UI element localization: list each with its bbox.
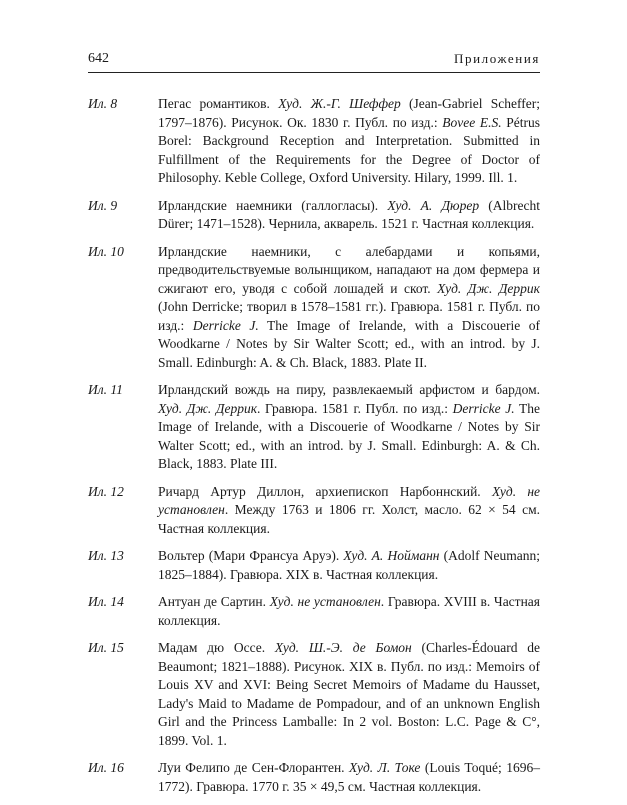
- caption-segment: (Albrecht Dürer; 1471–1528). Чернила, акварель. 1521 г. Частная коллекция.: [158, 197, 540, 231]
- caption-italic-segment: Bovee E.S.: [442, 114, 502, 130]
- running-head: Приложения: [454, 51, 540, 66]
- illustration-label: Ил. 9: [88, 197, 118, 213]
- illustration-caption: [158, 547, 540, 584]
- illustration-caption: [158, 243, 540, 373]
- page-number: 642: [88, 51, 109, 66]
- caption-italic-segment: Derricke J.: [452, 400, 515, 416]
- caption-segment: Ирландский вождь на пиру, развлекаемый арфистом и бардом.: [158, 382, 540, 397]
- caption-segment: . Гравюра. 1581 г. Публ. по изд.:: [257, 400, 453, 416]
- illustration-entry: [88, 593, 540, 630]
- caption-italic-segment: Худ. Дж. Деррик: [437, 280, 540, 296]
- page-header: [88, 50, 540, 70]
- caption-segment: Мадам дю Оссе.: [158, 640, 275, 655]
- illustration-entry: [88, 381, 540, 474]
- caption-segment: (Charles-Édouard de Beaumont; 1821–1888). Рисунок. XIX в. Публ. по изд.: Memoirs of Louis XV and XVI: Being Secret Memoirs of Madame du Hausset, Lady's Maid to Madame de Pompadour, and of an unknown English Girl and the Princess Lamballe: In 2 vol. Boston: L.C. Page & C°, 1899. Vol. 1.: [158, 640, 540, 748]
- caption-italic-segment: Худ. Дж. Деррик: [158, 400, 258, 416]
- illustration-label: Ил. 12: [88, 483, 124, 499]
- illustration-caption: [158, 95, 540, 188]
- header-rule: [88, 72, 540, 73]
- illustration-entry: [88, 197, 540, 234]
- caption-italic-segment: Худ. А. Дюрер: [387, 197, 480, 213]
- illustration-list: [88, 95, 540, 805]
- caption-segment: . Гравюра. XVIII в. Частная коллекция.: [158, 594, 540, 628]
- caption-segment: Ричард Артур Диллон, архиепископ Нарбоннский.: [158, 483, 492, 499]
- caption-segment: The Image of Irelande, with a Discouerie of Woodkarne / Notes by Sir Walter Scott; ed., with an introd. by J. Small. Edinburgh: A. & Ch. Black, 1883. Plate III.: [158, 400, 541, 471]
- illustration-caption: [158, 381, 540, 474]
- caption-italic-segment: Худ. Л. Токе: [349, 760, 421, 775]
- caption-italic-segment: Худ. не установлен: [269, 594, 381, 609]
- illustration-label: Ил. 11: [88, 382, 123, 397]
- caption-segment: Ирландские наемники, с алебардами и копьями, предводительствуемые волынщиком, нападают на дом фермера и сжигают его, уводя с собой лошадей и скот.: [158, 243, 540, 296]
- illustration-entry: [88, 759, 540, 796]
- caption-italic-segment: Derricke J.: [192, 317, 259, 333]
- caption-italic-segment: Худ. А. Нойманн: [343, 548, 440, 563]
- caption-segment: Вольтер (Мари Франсуа Аруэ).: [158, 548, 344, 563]
- illustration-label: Ил. 10: [88, 243, 124, 259]
- illustration-entry: [88, 639, 540, 750]
- caption-segment: (John Derricke; творил в 1578–1581 гг.). Гравюра. 1581 г. Публ. по изд.:: [158, 299, 540, 333]
- illustration-label: Ил. 13: [88, 548, 124, 563]
- illustration-entry: [88, 243, 540, 373]
- illustration-label: Ил. 8: [88, 96, 118, 111]
- caption-segment: Пегас романтиков.: [158, 96, 279, 111]
- illustration-entry: [88, 95, 540, 188]
- caption-segment: (Jean-Gabriel Scheffer; 1797–1876). Рисунок. Ок. 1830 г. Публ. по изд.:: [158, 96, 541, 130]
- caption-segment: Ирландские наемники (галлогласы).: [158, 197, 388, 213]
- illustration-label: Ил. 16: [88, 760, 124, 775]
- caption-segment: Луи Фелипо де Сен-Флорантен.: [158, 760, 350, 775]
- illustration-entry: [88, 483, 540, 539]
- caption-segment: Pétrus Borel: Background Reception and Interpretation. Submitted in Fulfillment of the Requirements for the Degree of Doctor of Philosophy. Keble College, Oxford University. Hilary, 1999. Ill. 1.: [158, 114, 540, 185]
- illustration-caption: [158, 639, 540, 750]
- caption-italic-segment: Худ. Ж.-Г. Шеффер: [278, 96, 401, 111]
- illustration-entry: [88, 547, 540, 584]
- caption-segment: . Между 1763 и 1806 гг. Холст, масло. 62 × 54 см. Частная коллекция.: [158, 502, 540, 536]
- caption-segment: (Louis Toqué; 1696–1772). Гравюра. 1770 г. 35 × 49,5 см. Частная коллекция.: [158, 760, 540, 794]
- illustration-caption: [158, 483, 540, 539]
- caption-segment: The Image of Irelande, with a Discouerie of Woodkarne / Notes by Sir Walter Scott; ed., with an introd. by J. Small. Edinburgh: A. & Ch. Black, 1883. Plate II.: [158, 317, 540, 370]
- illustration-caption: [158, 593, 540, 630]
- caption-italic-segment: Худ. не установлен: [158, 483, 541, 517]
- caption-segment: (Adolf Neumann; 1825–1884). Гравюра. XIX в. Частная коллекция.: [158, 548, 540, 582]
- illustration-label: Ил. 14: [88, 594, 124, 609]
- illustration-label: Ил. 15: [88, 640, 124, 655]
- illustration-caption: [158, 759, 540, 796]
- illustration-caption: [158, 197, 540, 234]
- caption-italic-segment: Худ. Ш.-Э. де Бомон: [274, 640, 412, 655]
- caption-segment: Антуан де Сартин.: [158, 594, 270, 609]
